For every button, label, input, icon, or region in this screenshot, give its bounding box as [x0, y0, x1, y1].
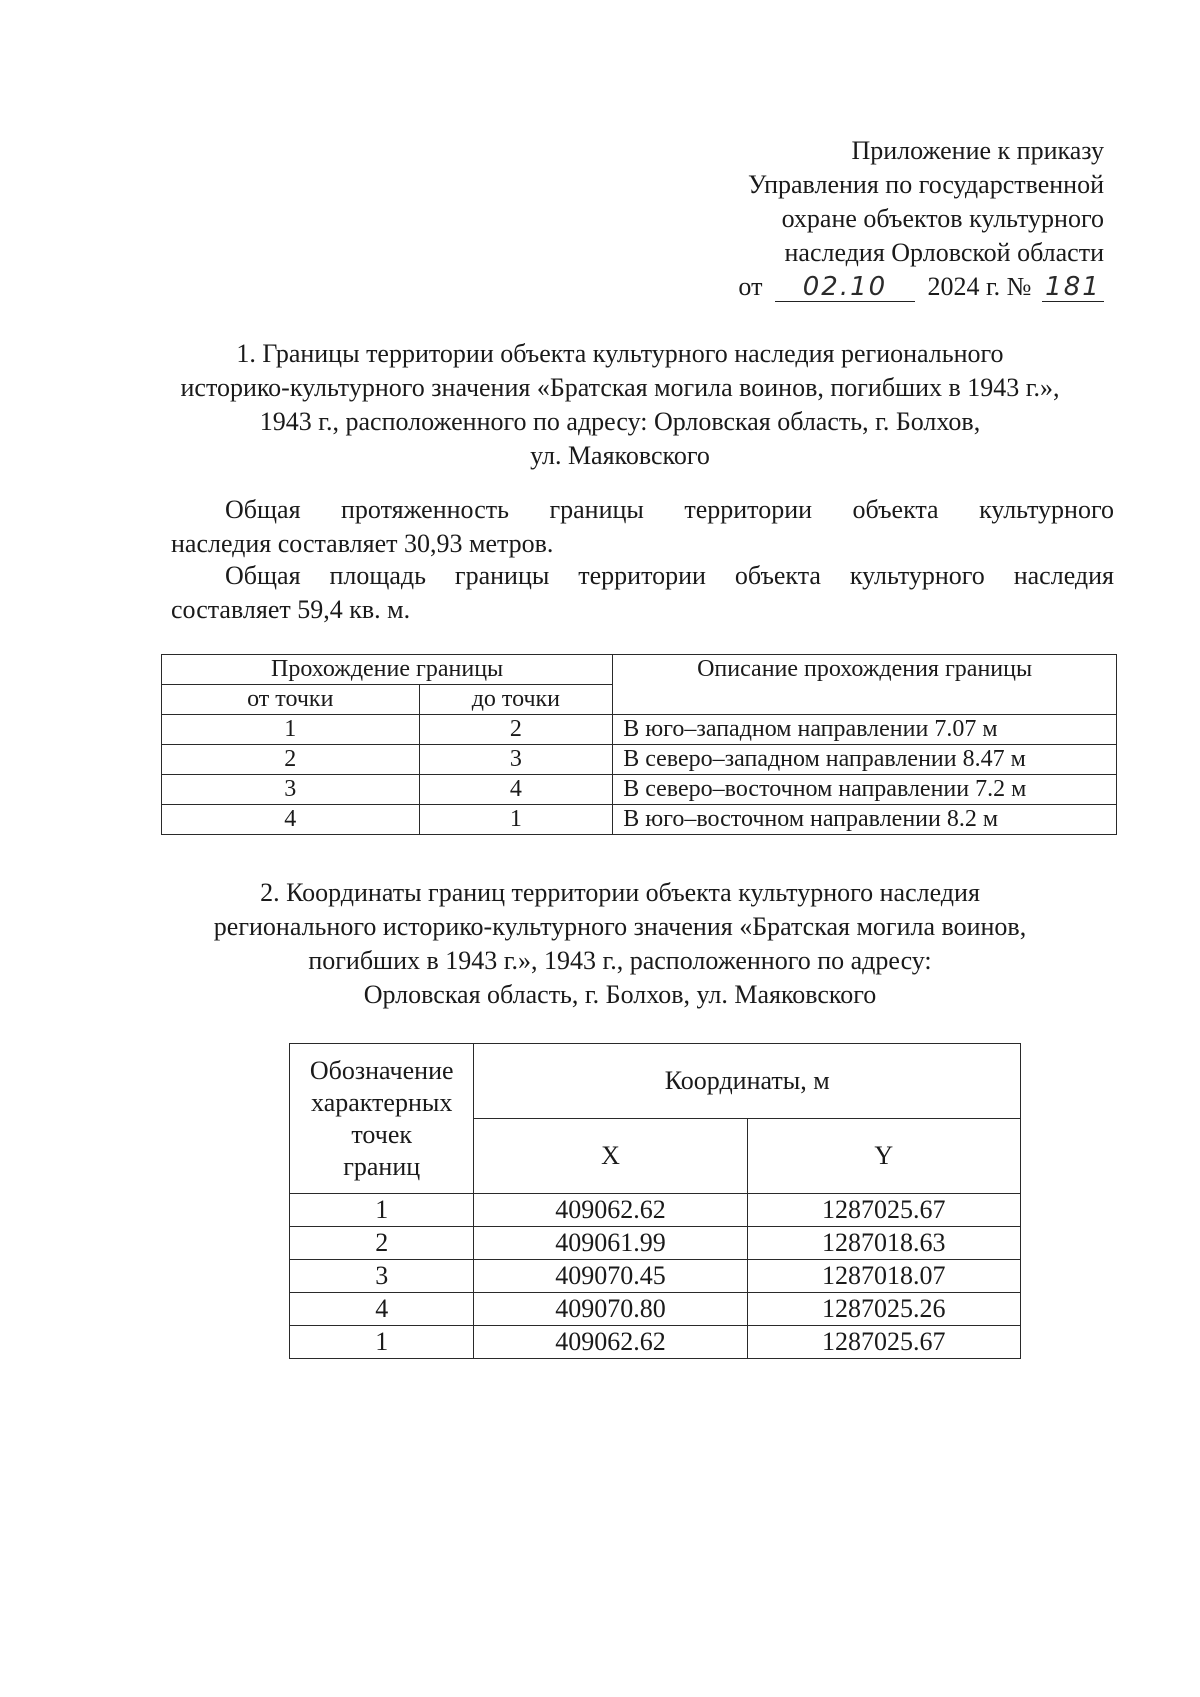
cell-description: В юго–восточном направлении 8.2 м — [613, 805, 1117, 835]
boundary-area-text-1: Общая площадь границы территории объекта культурного наследия — [225, 561, 1114, 590]
cell-to: 2 — [419, 715, 613, 745]
table-row — [290, 1326, 1021, 1359]
cell-y: 1287025.67 — [747, 1326, 1020, 1359]
section-1-title-line: 1. Границы территории объекта культурного наследия регионального — [236, 339, 1004, 368]
boundary-table — [161, 654, 1117, 835]
cell-x: 409061.99 — [474, 1227, 747, 1260]
section-2-title-line: 2. Координаты границ территории объекта культурного наследия — [260, 878, 980, 907]
section-1-title — [140, 337, 1100, 473]
cell-point: 1 — [290, 1194, 474, 1227]
header-point-designation-line: Обозначение — [309, 1055, 454, 1085]
section-1-title-line: 1943 г., расположенного по адресу: Орловская область, г. Болхов, — [259, 407, 981, 436]
boundary-area-text-2: составляет 59,4 кв. м. — [171, 595, 411, 624]
cell-point: 1 — [290, 1326, 474, 1359]
boundary-length-text-2: наследия составляет 30,93 метров. — [171, 529, 554, 558]
table-row — [162, 775, 1117, 805]
header-coordinates: Координаты, м — [474, 1044, 1021, 1119]
appendix-header-line: Управления по государственной — [747, 170, 1104, 199]
cell-from: 2 — [162, 745, 420, 775]
cell-from: 4 — [162, 805, 420, 835]
order-number-handwritten: 181 — [1042, 273, 1104, 302]
table-header-row — [290, 1044, 1021, 1119]
order-date-handwritten: 02.10 — [775, 273, 915, 302]
cell-y: 1287025.26 — [747, 1293, 1020, 1326]
table-header-row — [162, 655, 1117, 685]
cell-description: В юго–западном направлении 7.07 м — [613, 715, 1117, 745]
table-row — [162, 715, 1117, 745]
cell-y: 1287018.07 — [747, 1260, 1020, 1293]
boundary-length-line-1 — [171, 493, 1114, 527]
order-prefix: от — [738, 272, 763, 301]
cell-point: 2 — [290, 1227, 474, 1260]
cell-x: 409062.62 — [474, 1194, 747, 1227]
appendix-header-line: наследия Орловской области — [784, 238, 1104, 267]
cell-x: 409070.45 — [474, 1260, 747, 1293]
cell-point: 3 — [290, 1260, 474, 1293]
header-boundary-description: Описание прохождения границы — [613, 655, 1117, 715]
boundary-length-paragraph — [171, 493, 1114, 561]
header-point-designation-line: границ — [343, 1151, 421, 1181]
appendix-header-line: охране объектов культурного — [781, 204, 1104, 233]
section-1-title-line: историко-культурного значения «Братская могила воинов, погибших в 1943 г.», — [180, 373, 1060, 402]
table-row — [162, 745, 1117, 775]
cell-to: 4 — [419, 775, 613, 805]
section-2-title-line: регионального историко-культурного значения «Братская могила воинов, — [213, 912, 1027, 941]
cell-x: 409070.80 — [474, 1293, 747, 1326]
cell-from: 1 — [162, 715, 420, 745]
header-to-point: до точки — [419, 685, 613, 715]
header-point-designation — [290, 1044, 474, 1194]
boundary-area-line-1 — [171, 559, 1114, 593]
cell-to: 3 — [419, 745, 613, 775]
header-boundary-pass: Прохождение границы — [162, 655, 613, 685]
cell-y: 1287018.63 — [747, 1227, 1020, 1260]
cell-from: 3 — [162, 775, 420, 805]
order-reference-line — [738, 270, 1104, 304]
table-row — [290, 1194, 1021, 1227]
coordinates-table — [289, 1043, 1021, 1359]
header-y: Y — [747, 1119, 1020, 1194]
boundary-area-paragraph — [171, 559, 1114, 627]
boundary-length-text-1: Общая протяженность границы территории объекта культурного — [225, 495, 1114, 524]
cell-point: 4 — [290, 1293, 474, 1326]
appendix-header-line: Приложение к приказу — [851, 136, 1104, 165]
cell-y: 1287025.67 — [747, 1194, 1020, 1227]
header-x: X — [474, 1119, 747, 1194]
cell-description: В северо–восточном направлении 7.2 м — [613, 775, 1117, 805]
header-point-designation-line: характерных — [311, 1087, 453, 1117]
section-2-title — [140, 876, 1100, 1012]
cell-x: 409062.62 — [474, 1326, 747, 1359]
header-from-point: от точки — [162, 685, 420, 715]
order-year: 2024 г. № — [927, 272, 1032, 301]
table-row — [162, 805, 1117, 835]
section-2-title-line: погибших в 1943 г.», 1943 г., расположенного по адресу: — [308, 946, 932, 975]
table-row — [290, 1293, 1021, 1326]
section-2-title-line: Орловская область, г. Болхов, ул. Маяковского — [363, 980, 877, 1009]
cell-to: 1 — [419, 805, 613, 835]
section-1-title-line: ул. Маяковского — [530, 441, 710, 470]
table-row — [290, 1227, 1021, 1260]
appendix-header — [738, 134, 1104, 304]
table-row — [290, 1260, 1021, 1293]
header-point-designation-line: точек — [351, 1119, 412, 1149]
cell-description: В северо–западном направлении 8.47 м — [613, 745, 1117, 775]
